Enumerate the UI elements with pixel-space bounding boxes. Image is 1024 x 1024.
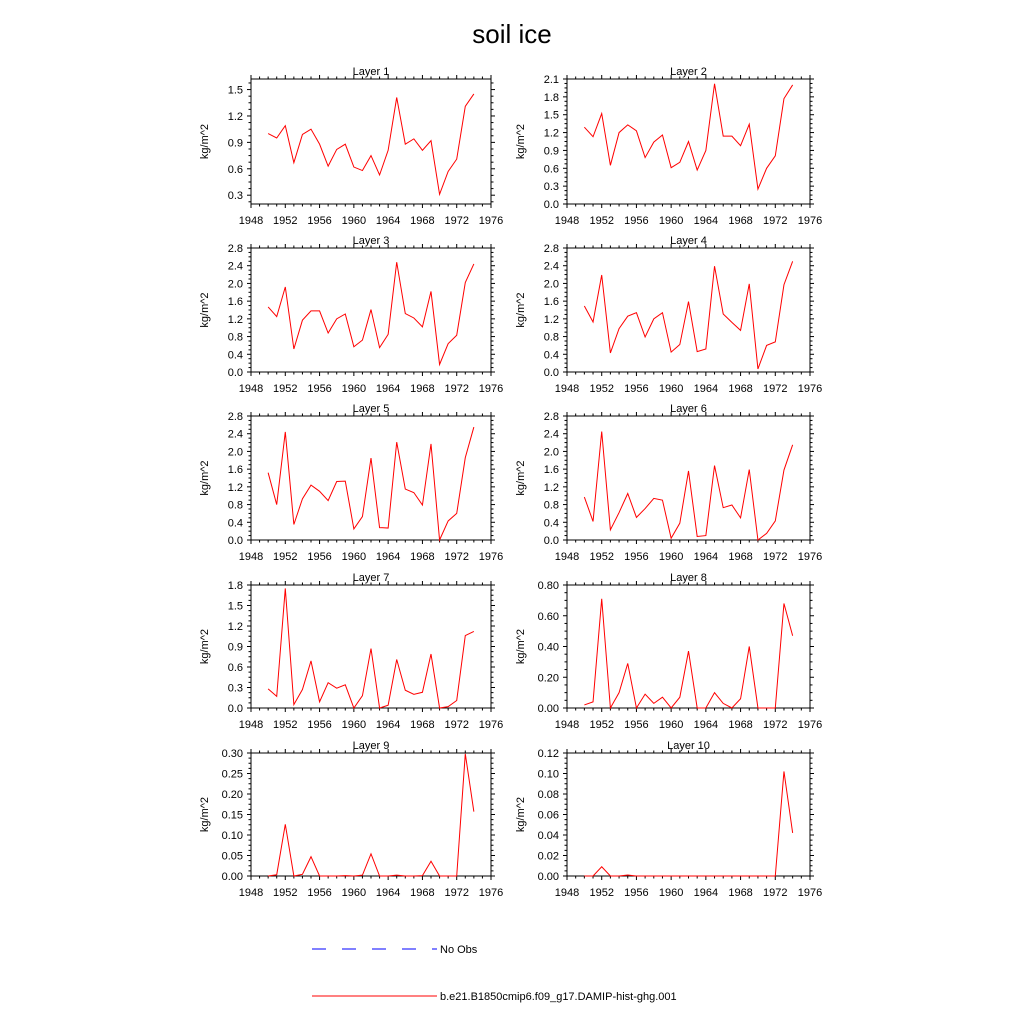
y-tick-label: 0.4 — [227, 517, 243, 530]
y-tick-label: 1.2 — [543, 127, 559, 140]
x-tick-label: 1948 — [238, 887, 264, 899]
x-tick-label: 1956 — [624, 215, 649, 227]
plot-frame — [567, 248, 810, 372]
y-axis-label: kg/m^2 — [515, 123, 527, 160]
y-axis-label: kg/m^2 — [515, 628, 527, 665]
y-tick-label: 1.2 — [227, 481, 243, 494]
y-tick-label: 0.10 — [537, 768, 559, 781]
y-tick-label: 0.3 — [227, 190, 243, 203]
y-axis-label: kg/m^2 — [199, 460, 211, 496]
x-tick-label: 1956 — [307, 887, 332, 899]
x-tick-label: 1952 — [273, 551, 298, 563]
x-tick-label: 1952 — [273, 887, 298, 899]
x-tick-label: 1968 — [728, 215, 753, 227]
y-tick-label: 2.4 — [227, 260, 243, 273]
panel-layer-2 — [515, 66, 822, 227]
y-tick-label: 0.20 — [221, 789, 243, 801]
x-tick-label: 1964 — [375, 551, 401, 563]
x-tick-label: 1952 — [589, 887, 614, 899]
x-tick-label: 1952 — [273, 383, 298, 395]
y-tick-label: 0.0 — [227, 367, 243, 379]
y-axis-label: kg/m^2 — [199, 796, 211, 833]
y-tick-label: 2.8 — [543, 243, 559, 255]
y-tick-label: 0.0 — [543, 535, 559, 547]
x-tick-label: 1960 — [658, 719, 684, 731]
panel-title: Layer 6 — [670, 403, 707, 415]
y-tick-label: 0.00 — [221, 871, 243, 883]
y-tick-label: 0.8 — [543, 499, 559, 512]
y-tick-label: 0.0 — [543, 199, 559, 211]
legend-model-label: b.e21.B1850cmip6.f09_g17.DAMIP-hist-ghg.001 — [440, 991, 677, 1003]
y-tick-label: 0.4 — [543, 349, 559, 362]
panel-layer-4 — [515, 235, 822, 395]
x-tick-label: 1976 — [797, 719, 823, 731]
x-tick-label: 1976 — [797, 887, 823, 899]
series-line-layer-7 — [268, 588, 474, 708]
x-tick-label: 1956 — [624, 383, 649, 395]
panel-layer-8 — [515, 572, 822, 731]
x-tick-label: 1960 — [341, 383, 367, 395]
x-tick-label: 1960 — [658, 383, 684, 395]
y-tick-label: 1.2 — [543, 313, 559, 326]
y-tick-label: 0.8 — [227, 331, 243, 344]
panel-title: Layer 1 — [352, 66, 390, 78]
x-tick-label: 1948 — [554, 383, 580, 395]
y-tick-label: 0.3 — [543, 181, 559, 194]
x-tick-label: 1968 — [728, 551, 753, 563]
plot-frame — [567, 585, 810, 708]
series-line-layer-8 — [584, 599, 792, 708]
x-tick-label: 1976 — [478, 719, 504, 731]
y-tick-label: 0.9 — [543, 145, 559, 158]
y-tick-label: 0.6 — [227, 662, 243, 674]
x-tick-label: 1952 — [273, 719, 298, 731]
x-tick-label: 1952 — [589, 215, 614, 227]
y-tick-label: 2.8 — [227, 411, 243, 423]
y-tick-label: 0.25 — [221, 768, 243, 781]
y-tick-label: 0.05 — [221, 850, 243, 863]
x-tick-label: 1976 — [797, 215, 823, 227]
y-tick-label: 2.0 — [227, 278, 243, 291]
y-tick-label: 0.8 — [543, 331, 559, 344]
y-tick-label: 1.6 — [543, 296, 559, 309]
y-tick-label: 2.0 — [543, 278, 559, 291]
panel-layer-5 — [199, 403, 503, 563]
plot-frame — [251, 753, 491, 876]
y-tick-label: 0.3 — [227, 682, 243, 695]
plot-frame — [251, 416, 491, 540]
x-tick-label: 1968 — [728, 887, 753, 899]
plot-frame — [251, 585, 491, 708]
series-line-layer-3 — [268, 262, 474, 364]
series-line-layer-6 — [584, 432, 792, 541]
y-tick-label: 0.02 — [537, 850, 559, 863]
x-tick-label: 1956 — [307, 215, 332, 227]
x-tick-label: 1960 — [341, 215, 367, 227]
y-tick-label: 0.6 — [543, 163, 559, 176]
x-tick-label: 1956 — [624, 719, 649, 731]
plot-frame — [251, 79, 491, 204]
y-tick-label: 1.6 — [543, 464, 559, 477]
x-tick-label: 1952 — [589, 551, 614, 563]
series-line-layer-9 — [268, 754, 474, 876]
x-tick-label: 1964 — [375, 887, 401, 899]
y-axis-label: kg/m^2 — [515, 460, 527, 496]
y-tick-label: 1.2 — [227, 110, 243, 123]
y-tick-label: 0.10 — [221, 830, 243, 842]
y-tick-label: 1.6 — [227, 296, 243, 309]
y-tick-label: 0.06 — [537, 809, 559, 822]
panel-layer-7 — [199, 572, 503, 731]
y-axis-label: kg/m^2 — [199, 123, 211, 160]
x-tick-label: 1960 — [658, 887, 684, 899]
y-tick-label: 0.00 — [537, 703, 559, 715]
series-line-layer-1 — [268, 94, 474, 194]
panel-title: Layer 5 — [352, 403, 390, 415]
x-tick-label: 1964 — [693, 215, 719, 227]
x-tick-label: 1964 — [693, 719, 719, 731]
figure-title: soil ice — [472, 19, 552, 49]
x-tick-label: 1968 — [410, 551, 435, 563]
y-tick-label: 1.5 — [227, 600, 243, 613]
x-tick-label: 1968 — [728, 719, 753, 731]
y-tick-label: 2.8 — [227, 243, 243, 255]
y-tick-label: 1.5 — [543, 109, 559, 122]
x-tick-label: 1976 — [478, 383, 504, 395]
panel-title: Layer 7 — [352, 572, 390, 584]
y-tick-label: 1.2 — [227, 313, 243, 326]
x-tick-label: 1972 — [444, 551, 469, 563]
legend-obs-label: No Obs — [440, 944, 478, 956]
y-tick-label: 2.4 — [227, 428, 243, 441]
x-tick-label: 1960 — [658, 551, 684, 563]
x-tick-label: 1972 — [763, 887, 788, 899]
panel-layer-10 — [515, 740, 822, 899]
y-tick-label: 0.20 — [537, 672, 559, 685]
x-tick-label: 1948 — [554, 215, 580, 227]
y-tick-label: 2.8 — [543, 411, 559, 423]
y-tick-label: 2.1 — [543, 74, 559, 86]
x-tick-label: 1952 — [273, 215, 298, 227]
x-tick-label: 1976 — [478, 215, 504, 227]
y-tick-label: 2.0 — [227, 446, 243, 459]
x-tick-label: 1968 — [728, 383, 753, 395]
y-tick-label: 0.0 — [227, 703, 243, 715]
y-tick-label: 1.8 — [543, 91, 559, 104]
y-tick-label: 2.4 — [543, 428, 559, 441]
y-axis-label: kg/m^2 — [199, 628, 211, 665]
y-tick-label: 1.5 — [227, 84, 243, 97]
y-tick-label: 2.0 — [543, 446, 559, 459]
x-tick-label: 1956 — [624, 551, 649, 563]
legend — [312, 944, 677, 1003]
series-line-layer-10 — [584, 771, 792, 876]
x-tick-label: 1960 — [341, 551, 367, 563]
x-tick-label: 1948 — [554, 551, 580, 563]
panel-title: Layer 2 — [670, 66, 707, 78]
x-tick-label: 1956 — [624, 887, 649, 899]
x-tick-label: 1968 — [410, 887, 435, 899]
x-tick-label: 1964 — [375, 719, 401, 731]
panel-layer-3 — [199, 235, 503, 395]
x-tick-label: 1972 — [444, 215, 469, 227]
panel-layer-1 — [199, 66, 503, 227]
y-tick-label: 0.08 — [537, 789, 559, 801]
y-tick-label: 0.60 — [537, 610, 559, 623]
series-line-layer-4 — [584, 261, 792, 369]
x-tick-label: 1952 — [589, 383, 614, 395]
panel-layer-6 — [515, 403, 822, 563]
y-tick-label: 0.0 — [227, 535, 243, 547]
y-tick-label: 1.2 — [227, 621, 243, 633]
x-tick-label: 1964 — [375, 215, 401, 227]
x-tick-label: 1968 — [410, 215, 435, 227]
y-tick-label: 0.15 — [221, 809, 243, 822]
plot-frame — [567, 416, 810, 540]
panel-title: Layer 10 — [667, 740, 710, 752]
panel-layer-9 — [199, 740, 503, 899]
y-axis-label: kg/m^2 — [515, 796, 527, 833]
y-tick-label: 2.4 — [543, 260, 559, 273]
y-tick-label: 1.6 — [227, 464, 243, 477]
panel-title: Layer 4 — [670, 235, 707, 247]
y-tick-label: 0.04 — [537, 830, 559, 842]
x-tick-label: 1972 — [444, 887, 469, 899]
x-tick-label: 1956 — [307, 551, 332, 563]
x-tick-label: 1976 — [478, 551, 504, 563]
x-tick-label: 1948 — [238, 215, 264, 227]
y-tick-label: 0.80 — [537, 580, 559, 592]
x-tick-label: 1964 — [375, 383, 401, 395]
x-tick-label: 1952 — [589, 719, 614, 731]
x-tick-label: 1972 — [763, 551, 788, 563]
x-tick-label: 1968 — [410, 383, 435, 395]
y-tick-label: 0.4 — [227, 349, 243, 362]
x-tick-label: 1972 — [763, 383, 788, 395]
x-tick-label: 1972 — [763, 215, 788, 227]
x-tick-label: 1964 — [693, 551, 719, 563]
x-tick-label: 1976 — [797, 383, 823, 395]
x-tick-label: 1960 — [341, 719, 367, 731]
x-tick-label: 1948 — [238, 551, 264, 563]
y-tick-label: 0.6 — [227, 163, 243, 176]
plot-frame — [567, 753, 810, 876]
y-tick-label: 0.40 — [537, 641, 559, 654]
y-tick-label: 0.0 — [543, 367, 559, 379]
x-tick-label: 1972 — [763, 719, 788, 731]
panel-title: Layer 9 — [352, 740, 390, 752]
y-axis-label: kg/m^2 — [515, 292, 527, 328]
series-line-layer-2 — [584, 84, 792, 189]
y-tick-label: 0.12 — [537, 748, 559, 760]
y-tick-label: 0.9 — [227, 137, 243, 150]
x-tick-label: 1948 — [238, 383, 264, 395]
x-tick-label: 1964 — [693, 383, 719, 395]
x-tick-label: 1976 — [478, 887, 504, 899]
x-tick-label: 1976 — [797, 551, 823, 563]
y-tick-label: 1.8 — [227, 580, 243, 592]
x-tick-label: 1956 — [307, 383, 332, 395]
x-tick-label: 1968 — [410, 719, 435, 731]
y-tick-label: 0.4 — [543, 517, 559, 530]
y-axis-label: kg/m^2 — [199, 292, 211, 328]
x-tick-label: 1948 — [238, 719, 264, 731]
x-tick-label: 1972 — [444, 383, 469, 395]
y-tick-label: 0.00 — [537, 871, 559, 883]
x-tick-label: 1948 — [554, 719, 580, 731]
y-tick-label: 1.2 — [543, 481, 559, 494]
panel-title: Layer 3 — [352, 235, 390, 247]
x-tick-label: 1948 — [554, 887, 580, 899]
x-tick-label: 1960 — [341, 887, 367, 899]
x-tick-label: 1956 — [307, 719, 332, 731]
x-tick-label: 1972 — [444, 719, 469, 731]
panel-title: Layer 8 — [670, 572, 707, 584]
x-tick-label: 1960 — [658, 215, 684, 227]
y-tick-label: 0.30 — [221, 748, 243, 760]
series-line-layer-5 — [268, 427, 474, 540]
panels — [199, 66, 822, 899]
y-tick-label: 0.8 — [227, 499, 243, 512]
y-tick-label: 0.9 — [227, 641, 243, 654]
x-tick-label: 1964 — [693, 887, 719, 899]
